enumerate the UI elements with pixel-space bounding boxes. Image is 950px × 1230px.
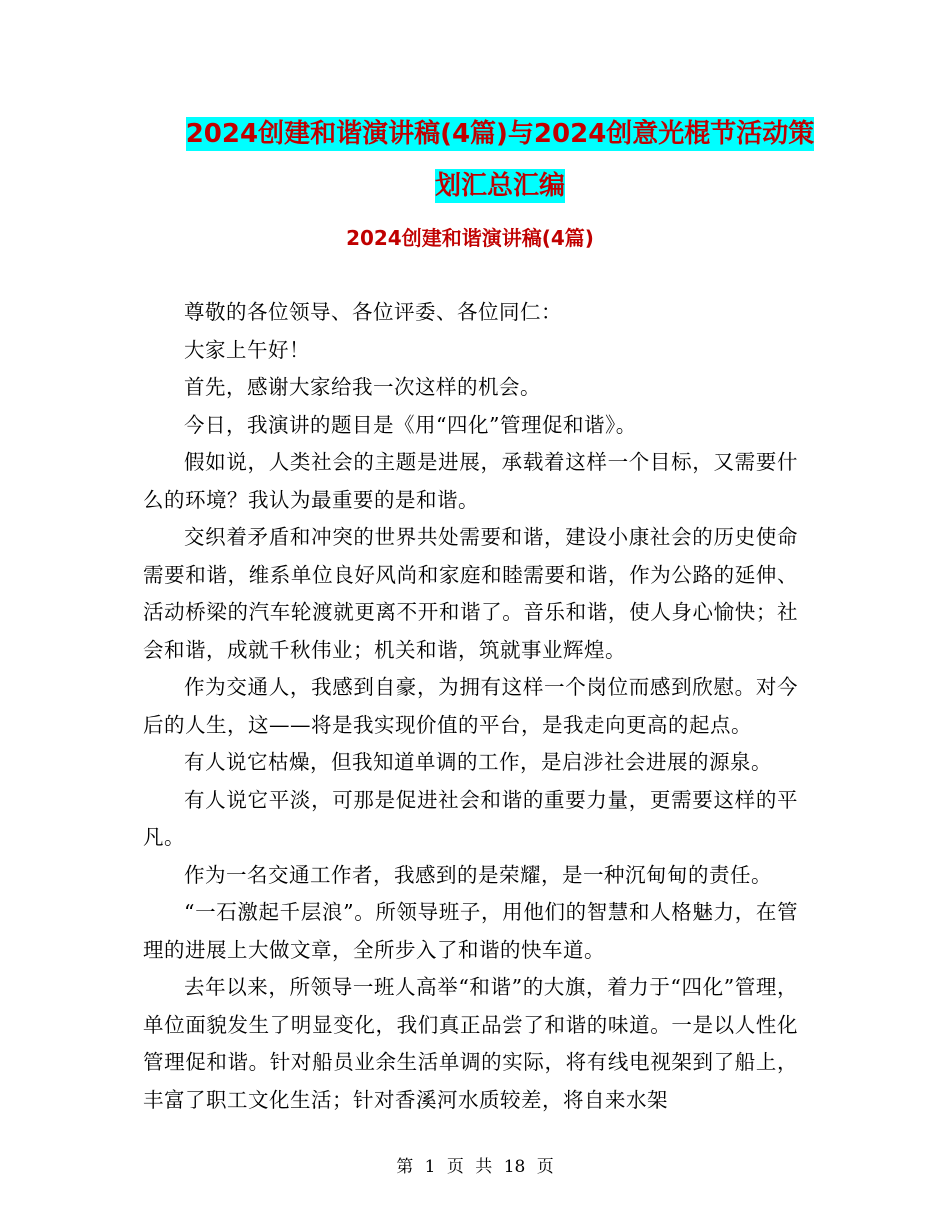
title-highlight: 2024创建和谐演讲稿(4篇)与2024创意光棍节活动策 <box>185 119 815 149</box>
paragraph: “一石激起千层浪”。所领导班子，用他们的智慧和人格魅力，在管理的进展上大做文章，全所步入了和谐的快车道。 <box>143 900 798 962</box>
paragraph: 今日，我演讲的题目是《用“四化”管理促和谐》。 <box>184 412 637 437</box>
paragraph: 去年以来，所领导一班人高举“和谐”的大旗，着力于“四化”管理，单位面貌发生了明显变化，我们真正品尝了和谐的味道。一是以人性化管理促和谐。针对船员业余生活单调的实际，将有线电视架到了船上，丰富了职工文化生活；针对香溪河水质较差，将自来水架 <box>143 975 798 1112</box>
section-title: 2024创建和谐演讲稿(4篇) <box>346 226 594 250</box>
document-title-line-2 <box>140 160 860 212</box>
document-title-line-1 <box>140 108 860 160</box>
paragraph: 作为一名交通工作者，我感到的是荣耀，是一种沉甸甸的责任。 <box>184 862 772 887</box>
paragraph: 有人说它枯燥，但我知道单调的工作，是启涉社会进展的源泉。 <box>184 750 772 774</box>
paragraph: 大家上午好！ <box>184 337 310 362</box>
title-highlight: 划汇总汇编 <box>434 171 565 201</box>
paragraph: 假如说，人类社会的主题是进展，承载着这样一个目标，又需要什么的环境？我认为最重要的是和谐。 <box>143 450 798 512</box>
paragraph: 尊敬的各位领导、各位评委、各位同仁： <box>184 300 562 324</box>
paragraph: 首先，感谢大家给我一次这样的机会。 <box>184 375 541 399</box>
paragraph: 作为交通人，我感到自豪，为拥有这样一个岗位而感到欣慰。对今后的人生，这——将是我实现价值的平台，是我走向更高的起点。 <box>143 675 798 737</box>
page-footer: 第 1 页 共 18 页 <box>396 1157 554 1177</box>
paragraph: 交织着矛盾和冲突的世界共处需要和谐，建设小康社会的历史使命需要和谐，维系单位良好风尚和家庭和睦需要和谐，作为公路的延伸、活动桥梁的汽车轮渡就更离不开和谐了。音乐和谐，使人身心愉快；社会和谐，成就千秋伟业；机关和谐，筑就事业辉煌。 <box>143 525 798 662</box>
body-text <box>143 294 798 1119</box>
paragraph: 有人说它平淡，可那是促进社会和谐的重要力量，更需要这样的平凡。 <box>143 787 798 849</box>
document-title <box>140 108 860 212</box>
